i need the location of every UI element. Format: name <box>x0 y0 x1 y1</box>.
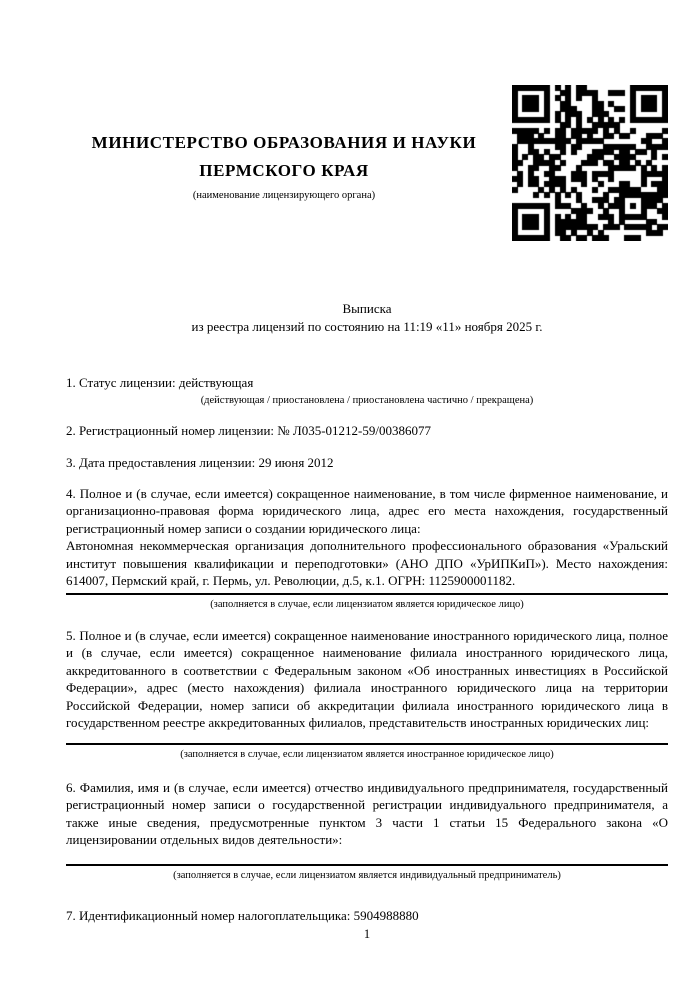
ministry-name-line2: ПЕРМСКОГО КРАЯ <box>199 161 369 180</box>
registration-number-text: 2. Регистрационный номер лицензии: № Л035-01212-59/00386077 <box>66 422 432 438</box>
item-taxpayer-number <box>66 907 668 925</box>
item-registration-number <box>66 422 668 440</box>
ministry-name-line1: МИНИСТЕРСТВО ОБРАЗОВАНИЯ И НАУКИ <box>91 133 477 152</box>
item-license-status <box>66 374 668 407</box>
item-foreign-entity <box>66 627 668 761</box>
license-date-text: 3. Дата предоставления лицензии: 29 июня 2012 <box>66 455 334 470</box>
empty-fill-space <box>66 849 668 861</box>
qr-code-icon <box>512 85 668 241</box>
fill-in-line <box>66 593 668 595</box>
fill-in-line <box>66 864 668 866</box>
license-status-text: 1. Статус лицензии: действующая <box>66 375 254 390</box>
document-title <box>66 300 668 335</box>
document-title-line2: из реестра лицензий по состоянию на 11:19 «11» ноября 2025 г. <box>191 318 543 334</box>
licensing-authority-caption: (наименование лицензирующего органа) <box>192 190 376 201</box>
item-legal-entity <box>66 485 668 611</box>
item-individual-entrepreneur <box>66 779 668 882</box>
fill-in-line <box>66 743 668 745</box>
document-header <box>66 85 668 241</box>
legal-entity-caption: (заполняется в случае, если лицензиатом является юридическое лицо) <box>210 598 524 610</box>
item-license-date <box>66 454 668 472</box>
page-number: 1 <box>363 927 371 941</box>
empty-fill-space <box>66 732 668 740</box>
document-title-line1: Выписка <box>342 301 392 316</box>
individual-entrepreneur-caption: (заполняется в случае, если лицензиатом является индивидуальный предприниматель) <box>173 869 561 881</box>
individual-entrepreneur-label: 6. Фамилия, имя и (в случае, если имеется) отчество индивидуального предпринимателя, государственный регистрационный номер записи о государственной регистрации индивидуального предпринимателя, а также иные сведения, предусмотренные пунктом 3 части 1 статьи 15 Федерального закона «О лицензировании отдельных видов деятельности»: <box>66 779 668 847</box>
license-status-caption: (действующая / приостановлена / приостановлена частично / прекращена) <box>200 394 534 406</box>
taxpayer-number-text: 7. Идентификационный номер налогоплательщика: 5904988880 <box>66 907 419 923</box>
licensing-authority-block <box>66 85 502 202</box>
foreign-entity-caption: (заполняется в случае, если лицензиатом является иностранное юридическое лицо) <box>180 748 554 760</box>
legal-entity-label: 4. Полное и (в случае, если имеется) сокращенное наименование, в том числе фирменное наименование, и организационно-правовая форма юридического лица, адрес его места нахождения, государственный регистрационный номер записи о создании юридического лица: <box>66 485 668 536</box>
foreign-entity-label: 5. Полное и (в случае, если имеется) сокращенное наименование иностранного юридического лица, полное и (в случае, если имеется) сокращенное наименование филиала иностранного юридического лица, аккредитованного в соответствии с Федеральным законом «Об иностранных инвестициях в Российской Федерации», адрес (место нахождения) филиала иностранного юридического лица на территории Российской Федерации, номер записи об аккредитации филиала иностранного юридического лица в государственном реестре аккредитованных филиалов, представительств иностранных юридических лиц: <box>66 627 668 730</box>
legal-entity-value: Автономная некоммерческая организация дополнительного профессионального образования «Уральский институт повышения квалификации и переподготовки» (АНО ДПО «УрИПКиП»). Место нахождения: 614007, Пермский край, г. Пермь, ул. Революции, д.5, к.1. ОГРН: 1125900001182. <box>66 538 668 588</box>
